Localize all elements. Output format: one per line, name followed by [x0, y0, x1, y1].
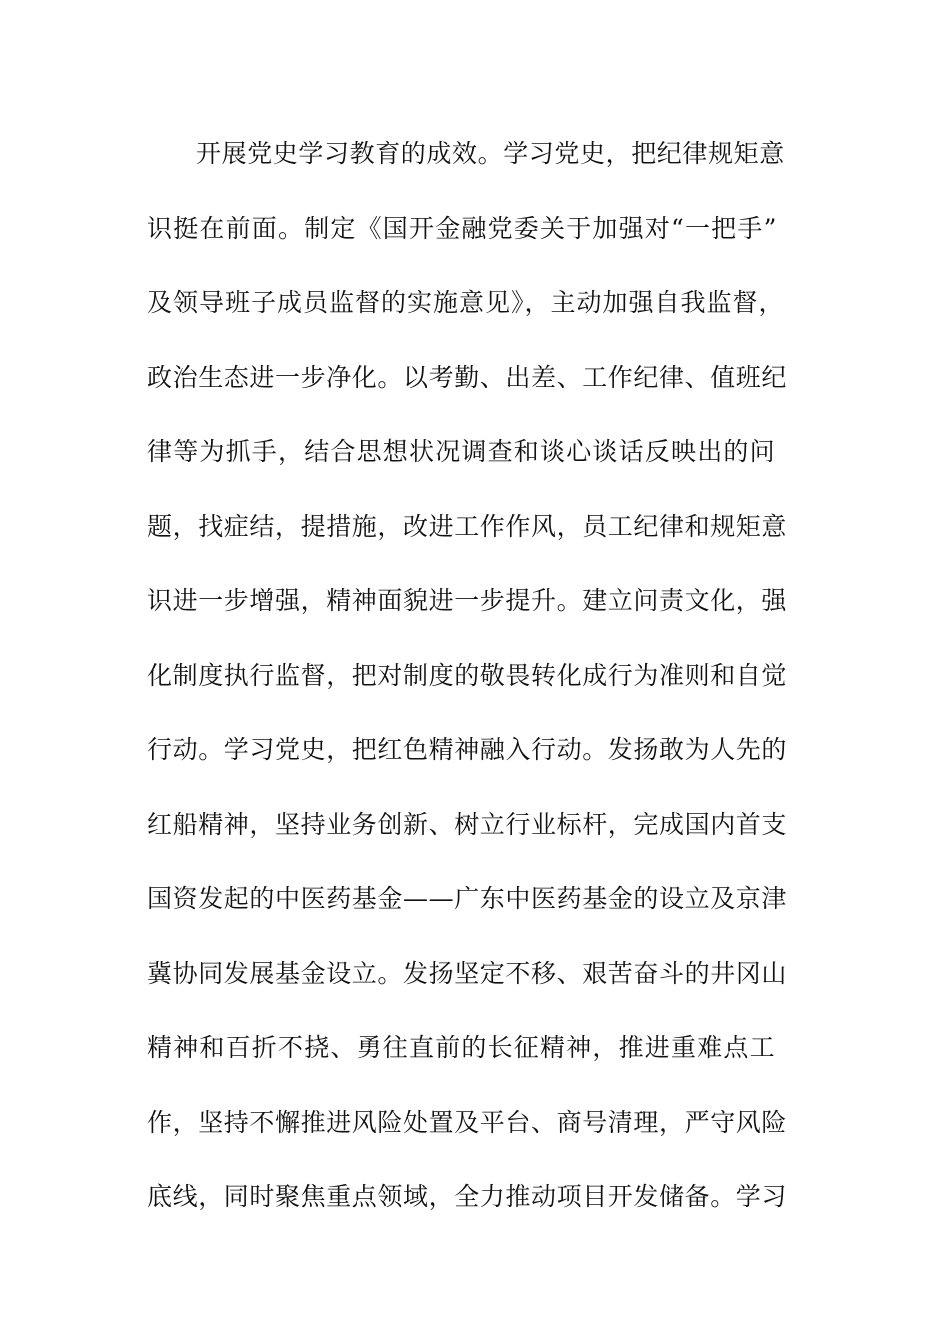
text-line-5: 律等为抓手，结合思想状况调查和谈心谈话反映出的问 [147, 437, 776, 466]
text-line-10: 红船精神，坚持业务创新、树立行业标杆，完成国内首支 [147, 809, 788, 839]
text-line-4: 政治生态进一步净化。以考勤、出差、工作纪律、值班纪 [147, 362, 788, 392]
text-line-11: 国资发起的中医药基金——广东中医药基金的设立及京津 [147, 884, 788, 913]
text-line-6: 题，找症结，提措施，改进工作作风，员工纪律和规矩意 [147, 511, 788, 541]
text-line-1: 开展党史学习教育的成效。学习党史，把纪律规矩意 [196, 139, 785, 168]
text-line-14: 作，坚持不懈推进风险处置及平台、商号清理，严守风险 [147, 1107, 788, 1137]
text-line-15: 底线，同时聚焦重点领域，全力推动项目开发储备。学习 [147, 1182, 788, 1211]
body-paragraph [147, 130, 787, 1248]
text-line-8: 化制度执行监督，把对制度的敬畏转化成行为准则和自觉 [147, 660, 788, 690]
text-line-9: 行动。学习党史，把红色精神融入行动。发扬敢为人先的 [147, 735, 788, 764]
text-line-12: 冀协同发展基金设立。发扬坚定不移、艰苦奋斗的井冈山 [147, 958, 788, 988]
text-line-3: 及领导班子成员监督的实施意见》，主动加强自我监督， [147, 288, 785, 317]
text-line-7: 识进一步增强，精神面貌进一步提升。建立问责文化，强 [147, 586, 788, 615]
text-line-13: 精神和百折不挠、勇往直前的长征精神，推进重难点工 [147, 1033, 776, 1062]
text-line-2: 识挺在前面。制定《国开金融党委关于加强对“一把手” [147, 213, 778, 243]
